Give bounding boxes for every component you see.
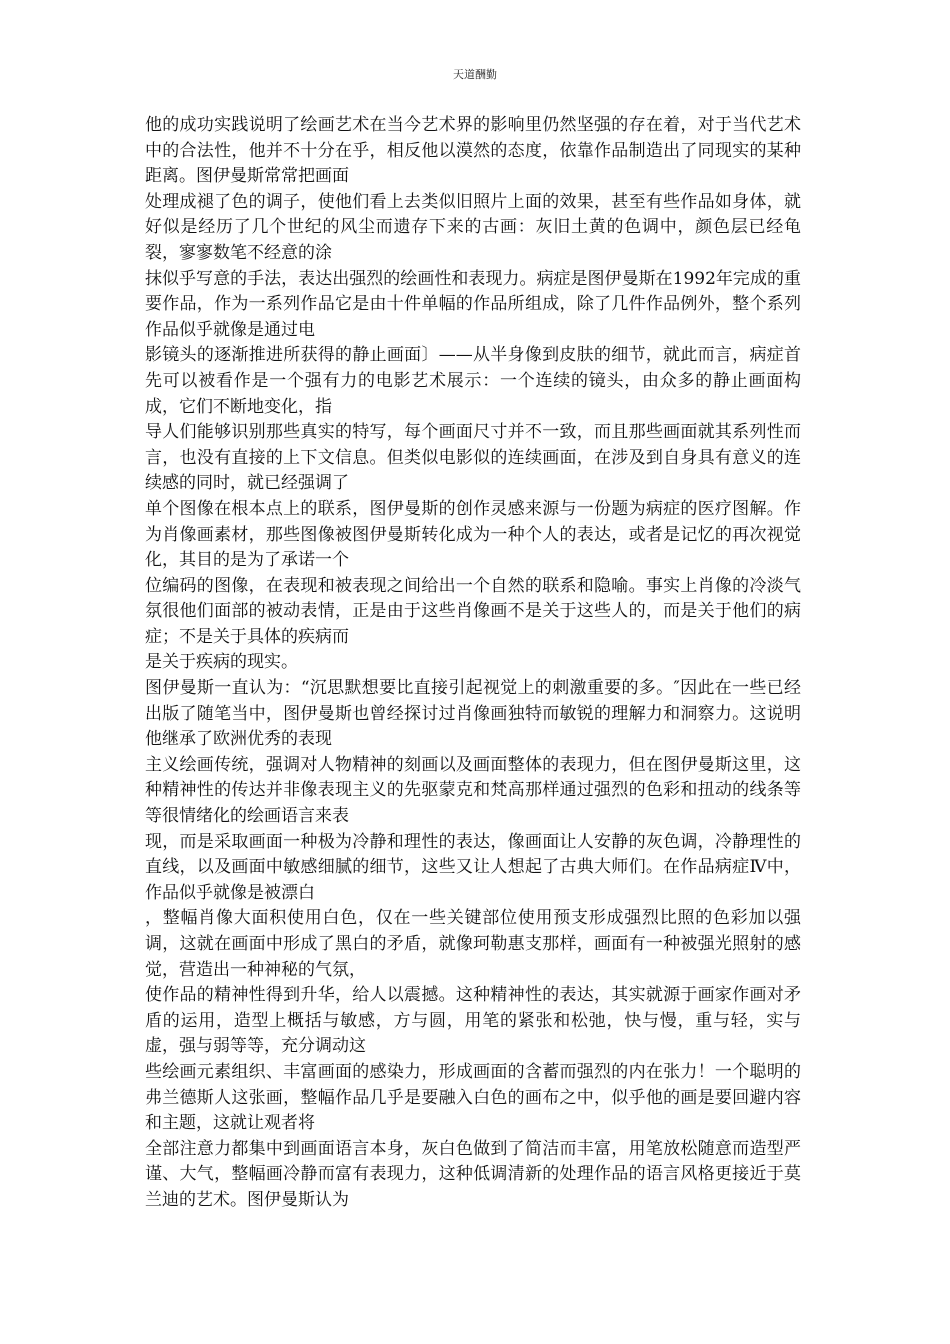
paragraph: 是关于疾病的现实。: [145, 652, 298, 673]
page-header: 天道酬勤: [453, 68, 497, 81]
paragraph: 现，而是采取画面一种极为冷静和理性的表达，像画面让人安静的灰色调，冷静理性的直线，以及画面中敏感细腻的细节，这些又让人想起了古典大师们。在作品病症Ⅳ中，作品似乎就像是被漂白: [145, 831, 801, 903]
paragraph: 抹似乎写意的手法，表达出强烈的绘画性和表现力。病症是图伊曼斯在1992年完成的重要作品，作为一系列作品它是由十件单幅的作品所组成，除了几件作品例外，整个系列作品似乎就像是通过电: [145, 268, 801, 340]
paragraph: 他的成功实践说明了绘画艺术在当今艺术界的影响里仍然坚强的存在着，对于当代艺术中的合法性，他并不十分在乎，相反他以漠然的态度，依靠作品制造出了同现实的某种距离。图伊曼斯常常把画面: [145, 115, 801, 187]
paragraph: 影镜头的逐渐推进所获得的静止画面〕——从半身像到皮肤的细节，就此而言，病症首先可以被看作是一个强有力的电影艺术展示：一个连续的镜头，由众多的静止画面构成，它们不断地变化，指: [145, 345, 801, 417]
paragraph: 些绘画元素组织、丰富画面的感染力，形成画面的含蓄而强烈的内在张力！一个聪明的弗兰德斯人这张画，整幅作品几乎是要融入白色的画布之中，似乎他的画是要回避内容和主题，这就让观者将: [145, 1061, 801, 1134]
paragraph: 单个图像在根本点上的联系，图伊曼斯的创作灵感来源与一份题为病症的医疗图解。作为肖像画素材，那些图像被图伊曼斯转化成为一种个人的表达，或者是记忆的再次视觉化，其目的是为了承诺一个: [145, 498, 801, 571]
paragraph: 图伊曼斯一直认为：“沉思默想要比直接引起视觉上的刺激重要的多。″因此在一些已经出版了随笔当中，图伊曼斯也曾经探讨过肖像画独特而敏锐的理解力和洞察力。这说明他继承了欧洲优秀的表现: [145, 678, 801, 750]
paragraph: ，整幅肖像大面积使用白色，仅在一些关键部位使用预支形成强烈比照的色彩加以强调，这就在画面中形成了黑白的矛盾，就像珂勒惠支那样，画面有一种被强光照射的感觉，营造出一种神秘的气氛，: [145, 908, 801, 980]
paragraph: 全部注意力都集中到画面语言本身，灰白色做到了简洁而丰富，用笔放松随意而造型严谨、大气，整幅画冷静而富有表现力，这种低调清新的处理作品的语言风格更接近于莫兰迪的艺术。图伊曼斯认为: [145, 1138, 801, 1210]
paragraph: 主义绘画传统，强调对人物精神的刻画以及画面整体的表现力，但在图伊曼斯这里，这种精神性的传达并非像表现主义的先驱蒙克和梵高那样通过强烈的色彩和扭动的线条等等很情绪化的绘画语言来表: [145, 754, 801, 827]
paragraph: 处理成褪了色的调子，使他们看上去类似旧照片上面的效果，甚至有些作品如身体，就好似是经历了几个世纪的风尘而遗存下来的古画：灰旧土黄的色调中，颜色层已经龟裂，寥寥数笔不经意的涂: [145, 191, 801, 263]
body-text: [145, 113, 801, 1214]
paragraph: 位编码的图像，在表现和被表现之间给出一个自然的联系和隐喻。事实上肖像的冷淡气氛很他们面部的被动表情，正是由于这些肖像画不是关于这些人的，而是关于他们的病症；不是关于具体的疾病而: [145, 575, 801, 647]
paragraph: 使作品的精神性得到升华，给人以震撼。这种精神性的表达，其实就源于画家作画对矛盾的运用，造型上概括与敏感，方与圆，用笔的紧张和松弛，快与慢，重与轻，实与虚，强与弱等等，充分调动这: [145, 985, 801, 1057]
paragraph: 导人们能够识别那些真实的特写，每个画面尺寸并不一致，而且那些画面就其系列性而言，也没有直接的上下文信息。但类似电影似的连续画面，在涉及到自身具有意义的连续感的同时，就已经强调了: [145, 422, 801, 494]
